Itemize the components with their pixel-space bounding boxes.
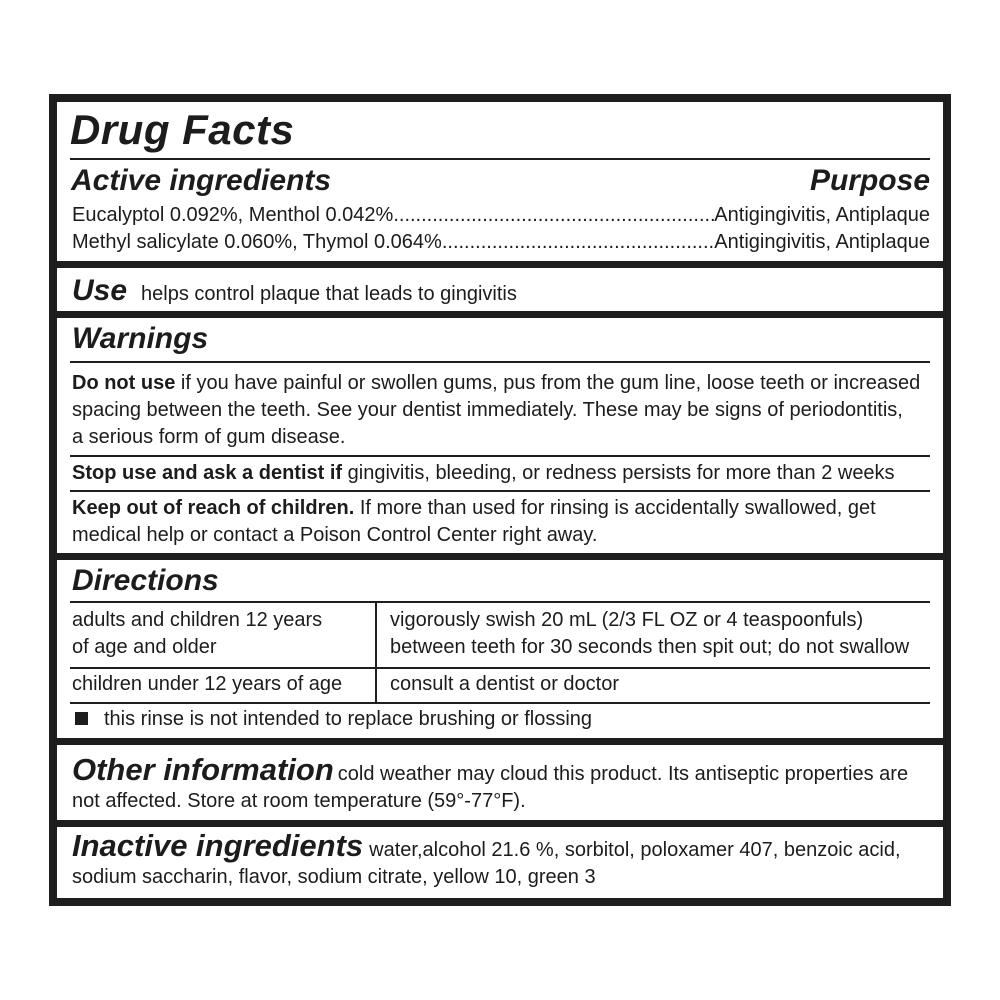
directions-row-divider (70, 667, 930, 669)
title-divider (70, 158, 930, 160)
keep-out-text: If more than used for rinsing is accidentally swallowed, get (359, 497, 876, 519)
section-divider (57, 261, 943, 268)
leader-dots (393, 202, 714, 229)
warnings-divider (70, 455, 930, 457)
page-title: Drug Facts (70, 106, 295, 153)
section-divider (57, 311, 943, 318)
ingredient-purpose: Antigingivitis, Antiplaque (714, 204, 930, 226)
use-heading: Use (72, 274, 128, 307)
purpose-heading: Purpose (809, 164, 930, 197)
square-bullet-icon (75, 712, 88, 725)
inactive-ingredients-text: sodium saccharin, flavor, sodium citrate, yellow 10, green 3 (72, 866, 596, 888)
directions-how: vigorously swish 20 mL (2/3 FL OZ or 4 teaspoonfuls) (390, 609, 864, 631)
stop-use-label: Stop use and ask a dentist if (72, 462, 343, 484)
use-section (72, 274, 517, 308)
active-ingredient-row (72, 202, 930, 229)
keep-out-line (72, 495, 876, 522)
directions-how: between teeth for 30 seconds then spit out; do not swallow (390, 636, 910, 658)
active-ingredients-heading: Active ingredients (71, 164, 332, 197)
do-not-use-text: if you have painful or swollen gums, pus from the gum line, loose teeth or increased (180, 372, 921, 394)
section-divider (57, 553, 943, 560)
ingredient-purpose: Antigingivitis, Antiplaque (714, 231, 930, 253)
other-information-text: cold weather may cloud this product. Its antiseptic properties are (337, 763, 909, 785)
other-information-line (72, 752, 908, 788)
inactive-ingredients-line (72, 828, 901, 864)
directions-row-divider (70, 702, 930, 704)
directions-note: this rinse is not intended to replace brushing or flossing (104, 708, 593, 730)
warnings-divider (70, 490, 930, 492)
other-information-text: not affected. Store at room temperature (59°-77°F). (72, 790, 526, 812)
keep-out-text: medical help or contact a Poison Control Center right away. (72, 524, 598, 546)
directions-who: children under 12 years of age (72, 673, 343, 695)
do-not-use-text: spacing between the teeth. See your dentist immediately. These may be signs of periodontitis, (72, 399, 903, 421)
other-information-heading: Other information (72, 752, 334, 787)
inactive-ingredients-heading: Inactive ingredients (72, 828, 364, 863)
directions-heading: Directions (72, 564, 219, 597)
ingredient-name: Methyl salicylate 0.060%, Thymol 0.064% (72, 231, 442, 253)
directions-who: of age and older (72, 636, 217, 658)
directions-table-top (70, 601, 930, 603)
directions-who: adults and children 12 years (72, 609, 323, 631)
stop-use-text: gingivitis, bleeding, or redness persists for more than 2 weeks (347, 462, 895, 484)
directions-column-divider (375, 667, 377, 703)
warnings-heading: Warnings (72, 322, 209, 355)
keep-out-label: Keep out of reach of children. (72, 497, 355, 519)
inactive-ingredients-text: water,alcohol 21.6 %, sorbitol, poloxamer 407, benzoic acid, (369, 839, 901, 861)
active-ingredient-row (72, 229, 930, 256)
use-text: helps control plaque that leads to gingivitis (141, 283, 517, 305)
directions-how: consult a dentist or doctor (390, 673, 620, 695)
warnings-divider (70, 361, 930, 363)
directions-column-divider (375, 601, 377, 669)
do-not-use-label: Do not use (72, 372, 176, 394)
do-not-use-text: a serious form of gum disease. (72, 426, 346, 448)
section-divider (57, 820, 943, 827)
do-not-use-line (72, 370, 920, 397)
leader-dots (442, 229, 714, 256)
stop-use-line (72, 460, 895, 487)
section-divider (57, 738, 943, 745)
ingredient-name: Eucalyptol 0.092%, Menthol 0.042% (72, 204, 394, 226)
